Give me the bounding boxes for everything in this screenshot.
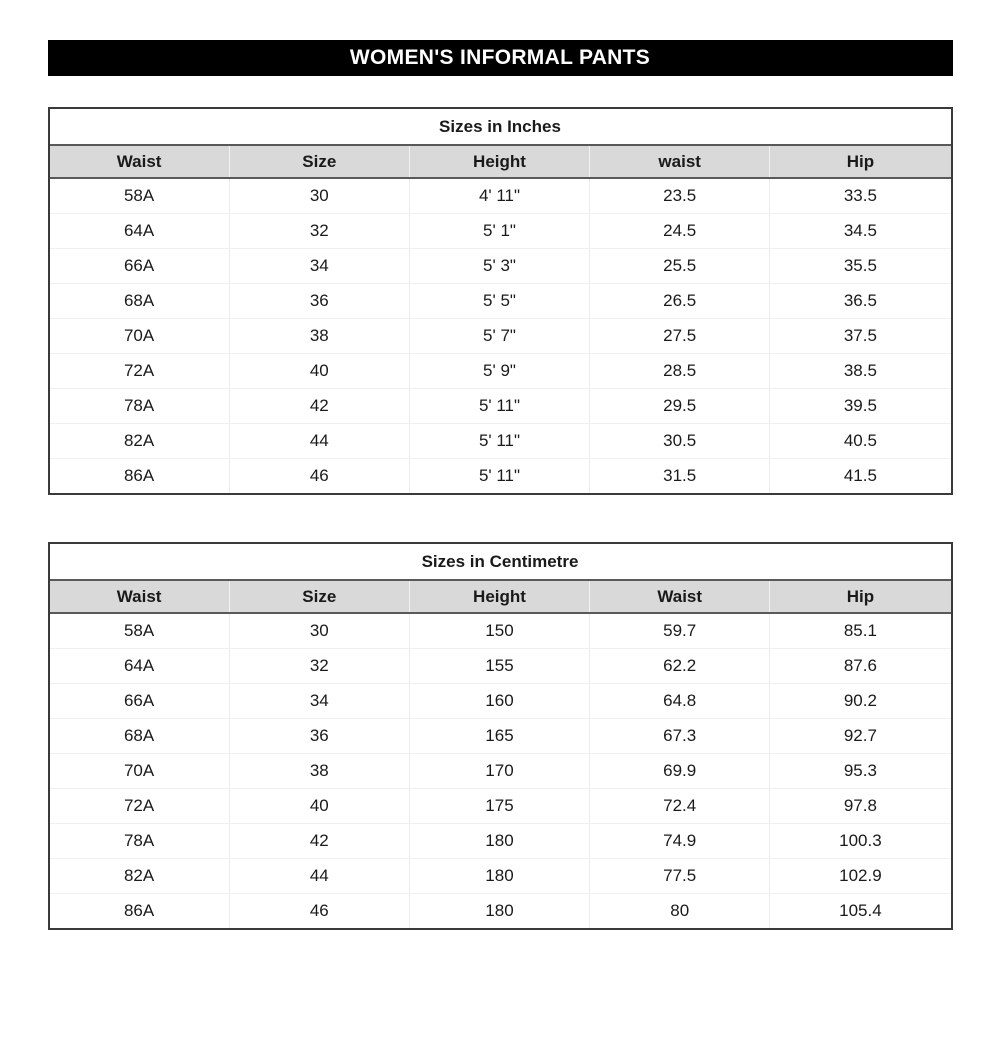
table-row xyxy=(50,214,951,249)
inches-size-table xyxy=(48,107,953,495)
table-cell: 4' 11" xyxy=(410,179,590,213)
table-cell: 28.5 xyxy=(590,354,770,388)
table-cell: 5' 11" xyxy=(410,459,590,493)
table-header-row xyxy=(50,146,951,179)
table-cell: 92.7 xyxy=(843,726,877,745)
table-row xyxy=(50,824,951,859)
table-cell: 72A xyxy=(50,789,230,823)
table-cell: 5' 7" xyxy=(410,319,590,353)
table-cell: 86A xyxy=(50,459,230,493)
table-cell: 44 xyxy=(230,424,410,458)
table-cell: 23.5 xyxy=(590,179,770,213)
table-cell: 5' 11" xyxy=(410,389,590,423)
table-header-row xyxy=(50,581,951,614)
table-cell: 77.5 xyxy=(590,859,770,893)
table-cell: 64.8 xyxy=(590,684,770,718)
table-cell: 36.5 xyxy=(843,291,877,310)
table-row xyxy=(50,284,951,319)
table-cell: 5' 9" xyxy=(410,354,590,388)
table-cell: 175 xyxy=(410,789,590,823)
table-cell: 30 xyxy=(230,614,410,648)
table-row xyxy=(50,754,951,789)
column-header: Waist xyxy=(590,581,770,612)
table-cell: 180 xyxy=(410,894,590,928)
table-cell: 90.2 xyxy=(843,691,877,710)
table-cell: 33.5 xyxy=(843,186,877,205)
table-cell: 100.3 xyxy=(839,831,882,850)
table-cell: 39.5 xyxy=(843,396,877,415)
table-cell: 30.5 xyxy=(590,424,770,458)
table-cell: 58A xyxy=(50,614,230,648)
table-cell: 24.5 xyxy=(590,214,770,248)
table-row xyxy=(50,719,951,754)
table-cell: 165 xyxy=(410,719,590,753)
table-cell: 40 xyxy=(230,789,410,823)
centimetre-size-table xyxy=(48,542,953,930)
table-cell: 40.5 xyxy=(843,431,877,450)
table-cell: 46 xyxy=(230,459,410,493)
table-row xyxy=(50,424,951,459)
table-row xyxy=(50,649,951,684)
table-cell: 160 xyxy=(410,684,590,718)
table-cell: 69.9 xyxy=(590,754,770,788)
table-cell: 72.4 xyxy=(590,789,770,823)
table-cell: 105.4 xyxy=(839,901,882,920)
table-cell: 35.5 xyxy=(843,256,877,275)
table-cell: 29.5 xyxy=(590,389,770,423)
table-row xyxy=(50,459,951,493)
table-cell: 38.5 xyxy=(843,361,877,380)
table-cell: 66A xyxy=(50,249,230,283)
table-row xyxy=(50,859,951,894)
table-cell: 66A xyxy=(50,684,230,718)
table-cell: 25.5 xyxy=(590,249,770,283)
table-cell: 82A xyxy=(50,859,230,893)
table-cell: 59.7 xyxy=(590,614,770,648)
table-cell: 78A xyxy=(50,389,230,423)
table-cell: 5' 11" xyxy=(410,424,590,458)
table-cell: 180 xyxy=(410,859,590,893)
table-cell: 44 xyxy=(230,859,410,893)
table-cell: 62.2 xyxy=(590,649,770,683)
table-row xyxy=(50,319,951,354)
column-header: Height xyxy=(410,146,590,177)
table-title-inches: Sizes in Inches xyxy=(50,109,951,146)
size-chart-page xyxy=(0,40,1000,1040)
page-title-banner: WOMEN'S INFORMAL PANTS xyxy=(48,40,953,76)
table-cell: 97.8 xyxy=(843,796,877,815)
table-cell: 155 xyxy=(410,649,590,683)
table-cell: 5' 3" xyxy=(410,249,590,283)
table-row xyxy=(50,614,951,649)
column-header: waist xyxy=(590,146,770,177)
table-cell: 170 xyxy=(410,754,590,788)
table-cell: 32 xyxy=(230,214,410,248)
table-cell: 26.5 xyxy=(590,284,770,318)
table-cell: 32 xyxy=(230,649,410,683)
table-cell: 68A xyxy=(50,719,230,753)
table-cell: 64A xyxy=(50,214,230,248)
table-cell: 85.1 xyxy=(843,621,877,640)
table-body xyxy=(50,179,951,493)
table-cell: 70A xyxy=(50,754,230,788)
table-cell: 64A xyxy=(50,649,230,683)
table-cell: 34 xyxy=(230,249,410,283)
table-row xyxy=(50,249,951,284)
table-cell: 42 xyxy=(230,824,410,858)
table-row xyxy=(50,179,951,214)
column-header: Waist xyxy=(50,581,230,612)
table-cell: 58A xyxy=(50,179,230,213)
table-cell: 46 xyxy=(230,894,410,928)
table-cell: 42 xyxy=(230,389,410,423)
table-cell: 74.9 xyxy=(590,824,770,858)
column-header: Size xyxy=(230,146,410,177)
table-cell: 95.3 xyxy=(843,761,877,780)
table-cell: 31.5 xyxy=(590,459,770,493)
column-header: Waist xyxy=(50,146,230,177)
table-cell: 82A xyxy=(50,424,230,458)
table-cell: 102.9 xyxy=(839,866,882,885)
table-cell: 70A xyxy=(50,319,230,353)
table-body xyxy=(50,614,951,928)
table-cell: 5' 5" xyxy=(410,284,590,318)
table-cell: 67.3 xyxy=(590,719,770,753)
table-cell: 150 xyxy=(410,614,590,648)
table-cell: 78A xyxy=(50,824,230,858)
table-cell: 5' 1" xyxy=(410,214,590,248)
table-title-centimetre: Sizes in Centimetre xyxy=(50,544,951,581)
column-header: Size xyxy=(230,581,410,612)
table-cell: 87.6 xyxy=(843,656,877,675)
table-cell: 36 xyxy=(230,719,410,753)
table-cell: 37.5 xyxy=(843,326,877,345)
column-header: Hip xyxy=(846,586,875,606)
table-row xyxy=(50,354,951,389)
table-cell: 27.5 xyxy=(590,319,770,353)
table-cell: 40 xyxy=(230,354,410,388)
table-cell: 80 xyxy=(590,894,770,928)
table-cell: 34.5 xyxy=(843,221,877,240)
table-row xyxy=(50,894,951,928)
table-cell: 180 xyxy=(410,824,590,858)
table-cell: 38 xyxy=(230,319,410,353)
table-cell: 68A xyxy=(50,284,230,318)
table-row xyxy=(50,389,951,424)
column-header: Hip xyxy=(846,151,875,171)
table-cell: 72A xyxy=(50,354,230,388)
table-cell: 41.5 xyxy=(843,466,877,485)
column-header: Height xyxy=(410,581,590,612)
table-cell: 86A xyxy=(50,894,230,928)
table-cell: 34 xyxy=(230,684,410,718)
table-cell: 38 xyxy=(230,754,410,788)
table-row xyxy=(50,789,951,824)
table-row xyxy=(50,684,951,719)
table-cell: 30 xyxy=(230,179,410,213)
table-cell: 36 xyxy=(230,284,410,318)
